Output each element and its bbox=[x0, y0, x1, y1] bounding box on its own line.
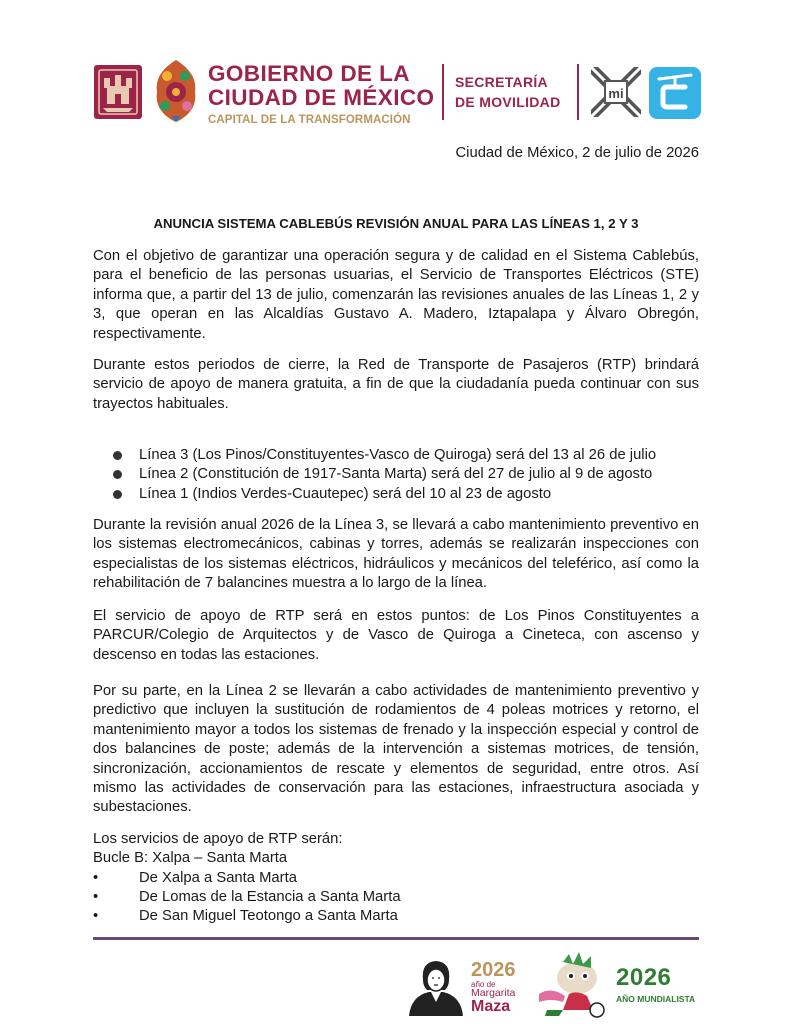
margarita-maza-surname: Maza bbox=[471, 998, 511, 1015]
margarita-maza-name: Margarita bbox=[471, 987, 516, 999]
paragraph-linea3-support-points: El servicio de apoyo de RTP será en estos puntos: de Los Pinos Constituyentes a PARCUR/Colegio de Arquitectos y de Vasco de Quiroga a Cineteca, con ascenso y descenso en todas las estaciones. bbox=[93, 608, 699, 663]
service-item: De Lomas de la Estancia a Santa Marta bbox=[139, 888, 401, 905]
secretaria-logotype bbox=[455, 72, 561, 112]
rtp-services-list bbox=[93, 830, 401, 926]
document-date: Ciudad de México, 2 de julio de 2026 bbox=[455, 145, 699, 161]
list-item bbox=[113, 446, 656, 465]
bullet-icon bbox=[113, 451, 122, 460]
government-name-line2: CIUDAD DE MÉXICO bbox=[208, 85, 435, 110]
mi-movilidad-icon bbox=[591, 67, 641, 117]
mundial-caption: AÑO MUNDIALISTA bbox=[616, 994, 696, 1004]
mundial-mascot-icon bbox=[533, 952, 613, 1018]
bullet-icon: • bbox=[93, 888, 99, 905]
service-item: De Xalpa a Santa Marta bbox=[139, 869, 297, 886]
government-name-line1: GOBIERNO DE LA bbox=[208, 61, 410, 86]
margarita-maza-prefix: año de bbox=[471, 980, 496, 989]
services-route: Bucle B: Xalpa – Santa Marta bbox=[93, 850, 288, 867]
bullet-icon bbox=[113, 470, 122, 479]
services-intro: Los servicios de apoyo de RTP serán: bbox=[93, 831, 343, 847]
secretaria-line1: SECRETARÍA bbox=[455, 74, 548, 90]
paragraph-linea3-maintenance: Durante la revisión anual 2026 de la Línea 3, se llevará a cabo mantenimiento preventivo en los sistemas electromecánicos, cabinas y torres, además se realizarán inspecciones con especialistas de los sistemas eléctricos, hidráulicos y mecánicos del teleférico, así como la rehabilitación de 7 balancines muestra a lo largo de la línea. bbox=[93, 517, 699, 592]
footer-divider bbox=[93, 937, 699, 940]
list-item bbox=[113, 485, 656, 504]
paragraph-linea2-maintenance: Por su parte, en la Línea 2 se llevarán a cabo actividades de mantenimiento preventivo y predictivo que incluyen la sustitución de rodamientos de 4 poleas motrices y retorno, el mantenimiento mayor a todos los sistemas de frenado y la inspección especial y control de dos balancines de poste; además de la intervención a sistemas motrices, de tensión, sincronización, accionamientos de rescate y elementos de seguridad, entre otros. Así mismo las actividades de conservación para las estaciones, infraestructura asociada y subestaciones. bbox=[93, 683, 699, 816]
paragraph-intro: Con el objetivo de garantizar una operación segura y de calidad en el Sistema Cablebús, para el beneficio de las personas usuarias, el Servicio de Transportes Eléctricos (STE) informa que, a partir del 13 de julio, comenzarán las revisiones anuales de las Líneas 1, 2 y 3, que operan en las Alcaldías Gustavo A. Madero, Iztapalapa y Álvaro Obregón, respectivamente. bbox=[93, 248, 699, 342]
list-item bbox=[113, 465, 656, 484]
bullet-icon: • bbox=[93, 908, 99, 925]
schedule-line2: Línea 2 (Constitución de 1917-Santa Marta) será del 27 de julio al 9 de agosto bbox=[139, 466, 653, 483]
government-slogan: CAPITAL DE LA TRANSFORMACIÓN bbox=[208, 114, 411, 126]
floral-emblem-icon bbox=[151, 58, 201, 124]
service-item: De San Miguel Teotongo a Santa Marta bbox=[139, 908, 398, 925]
government-logotype bbox=[208, 62, 434, 126]
schedule-line1: Línea 1 (Indios Verdes-Cuautepec) será del 10 al 23 de agosto bbox=[139, 485, 552, 502]
letterhead bbox=[93, 58, 703, 126]
bullet-icon: • bbox=[93, 869, 99, 886]
schedule-line3: Línea 3 (Los Pinos/Constituyentes-Vasco de Quiroga) será del 13 al 26 de julio bbox=[139, 447, 657, 463]
header-divider bbox=[442, 64, 444, 120]
header-divider bbox=[577, 64, 579, 120]
mundial-year: 2026 bbox=[616, 964, 672, 991]
footer-logos bbox=[405, 952, 705, 1018]
schedule-list bbox=[113, 446, 656, 504]
paragraph-rtp-support: Durante estos periodos de cierre, la Red de Transporte de Pasajeros (RTP) brindará servicio de apoyo de manera gratuita, a fin de que la ciudadanía pueda continuar con sus trayectos habituales. bbox=[93, 357, 699, 412]
svg-text:mi: mi bbox=[608, 86, 624, 101]
margarita-maza-year: 2026 bbox=[471, 959, 516, 981]
bullet-icon bbox=[113, 490, 122, 499]
secretaria-line2: DE MOVILIDAD bbox=[455, 94, 561, 110]
list-item bbox=[93, 869, 401, 888]
margarita-maza-portrait-icon bbox=[405, 956, 467, 1016]
cdmx-crest-icon bbox=[93, 64, 143, 120]
cablebus-icon bbox=[649, 67, 701, 119]
list-item bbox=[93, 888, 401, 907]
list-item bbox=[93, 907, 401, 926]
document-title: ANUNCIA SISTEMA CABLEBÚS REVISIÓN ANUAL PARA LAS LÍNEAS 1, 2 Y 3 bbox=[153, 216, 639, 231]
